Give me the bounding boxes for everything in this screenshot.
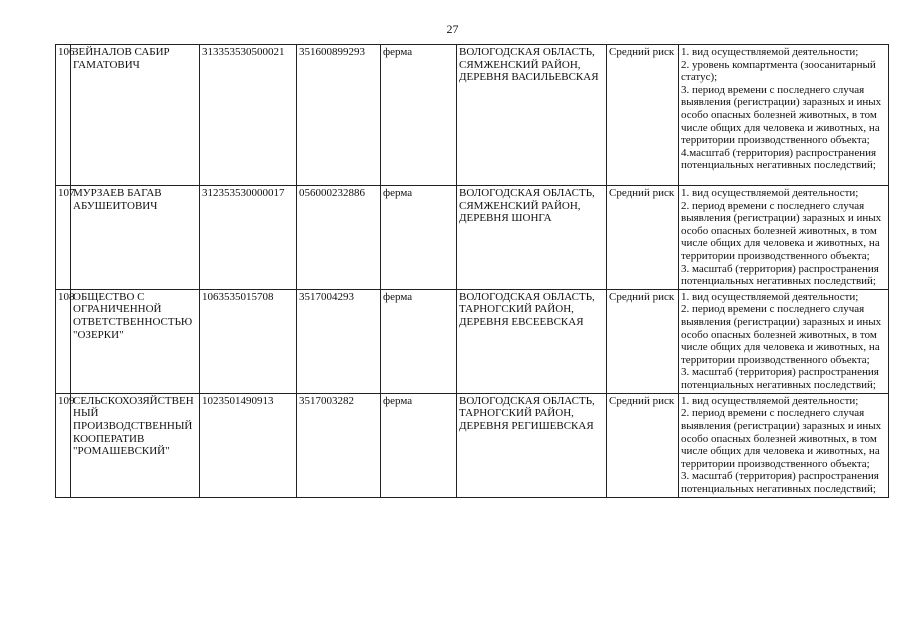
- criteria-line: 2. период времени с последнего случая выявления (регистрации) заразных и иных особо опасных болезней животных, в том числе общих для человека и животных, на территории производственного объекта;: [681, 303, 882, 366]
- registry-table: [55, 44, 889, 498]
- entity-name: ОБЩЕСТВО С ОГРАНИЧЕННОЙ ОТВЕТСТВЕННОСТЬЮ "ОЗЕРКИ": [71, 289, 200, 393]
- ogrn-cell: 1023501490913: [200, 393, 297, 497]
- object-type-cell: ферма: [381, 289, 457, 393]
- table-row: [56, 289, 889, 393]
- ogrn-cell: 313353530500021: [200, 45, 297, 186]
- criteria-line: 3. масштаб (территория) распространения потенциальных негативных последствий;: [681, 262, 879, 288]
- risk-category-cell: Средний риск: [607, 186, 679, 290]
- inn-cell: 351600899293: [297, 45, 381, 186]
- criteria-cell: [679, 289, 889, 393]
- inn-cell: 3517004293: [297, 289, 381, 393]
- object-type-cell: ферма: [381, 45, 457, 186]
- criteria-cell: [679, 186, 889, 290]
- table-row: [56, 45, 889, 186]
- address-cell: ВОЛОГОДСКАЯ ОБЛАСТЬ, ТАРНОГСКИЙ РАЙОН, ДЕРЕВНЯ ЕВСЕЕВСКАЯ: [457, 289, 607, 393]
- criteria-line: 3. масштаб (территория) распространения потенциальных негативных последствий;: [681, 366, 879, 391]
- criteria-line: 1. вид осуществляемой деятельности;: [681, 46, 859, 58]
- criteria-line: 2. уровень компартмента (зоосанитарный статус);: [681, 58, 876, 84]
- ogrn-cell: 312353530000017: [200, 186, 297, 290]
- table-row: [56, 186, 889, 290]
- row-number: 109: [56, 393, 71, 497]
- risk-category-cell: Средний риск: [607, 289, 679, 393]
- row-number: 107: [56, 186, 71, 290]
- ogrn-cell: 1063535015708: [200, 289, 297, 393]
- address-cell: ВОЛОГОДСКАЯ ОБЛАСТЬ, ТАРНОГСКИЙ РАЙОН, ДЕРЕВНЯ РЕГИШЕВСКАЯ: [457, 393, 607, 497]
- object-type-cell: ферма: [381, 186, 457, 290]
- risk-category-cell: Средний риск: [607, 393, 679, 497]
- criteria-line: 2. период времени с последнего случая выявления (регистрации) заразных и иных особо опасных болезней животных, в том числе общих для человека и животных, на территории производственного объекта;: [681, 407, 882, 470]
- inn-cell: 3517003282: [297, 393, 381, 497]
- criteria-line: 2. период времени с последнего случая выявления (регистрации) заразных и иных особо опасных болезней животных, в том числе общих для человека и животных, на территории производственного объекта;: [681, 199, 882, 262]
- entity-name: МУРЗАЕВ БАГАВ АБУШЕИТОВИЧ: [71, 186, 200, 290]
- criteria-cell: [679, 393, 889, 497]
- criteria-cell: [679, 45, 889, 186]
- criteria-line: 3. период времени с последнего случая выявления (регистрации) заразных и иных особо опасных болезней животных, в том числе общих для человека и животных, на территории производственного объекта;: [681, 83, 882, 147]
- criteria-line: 4.масштаб (территория) распространения потенциальных негативных последствий;: [681, 146, 877, 172]
- address-cell: ВОЛОГОДСКАЯ ОБЛАСТЬ, СЯМЖЕНСКИЙ РАЙОН, ДЕРЕВНЯ ШОНГА: [457, 186, 607, 290]
- table-row: [56, 393, 889, 497]
- criteria-line: 1. вид осуществляемой деятельности;: [681, 290, 859, 303]
- entity-name: СЕЛЬСКОХОЗЯЙСТВЕННЫЙ ПРОИЗВОДСТВЕННЫЙ КООПЕРАТИВ "РОМАШЕВСКИЙ": [71, 393, 200, 497]
- criteria-line: 3. масштаб (территория) распространения потенциальных негативных последствий;: [681, 470, 879, 495]
- address-cell: ВОЛОГОДСКАЯ ОБЛАСТЬ, СЯМЖЕНСКИЙ РАЙОН, ДЕРЕВНЯ ВАСИЛЬЕВСКАЯ: [457, 45, 607, 186]
- row-number: 108: [56, 289, 71, 393]
- risk-category-cell: Средний риск: [607, 45, 679, 186]
- row-number: 106: [56, 45, 71, 186]
- page-number: 27: [446, 22, 459, 36]
- object-type-cell: ферма: [381, 393, 457, 497]
- inn-cell: 056000232886: [297, 186, 381, 290]
- entity-name: ЗЕЙНАЛОВ САБИР ГАМАТОВИЧ: [71, 45, 200, 186]
- criteria-line: 1. вид осуществляемой деятельности;: [681, 187, 859, 199]
- criteria-line: 1. вид осуществляемой деятельности;: [681, 394, 859, 407]
